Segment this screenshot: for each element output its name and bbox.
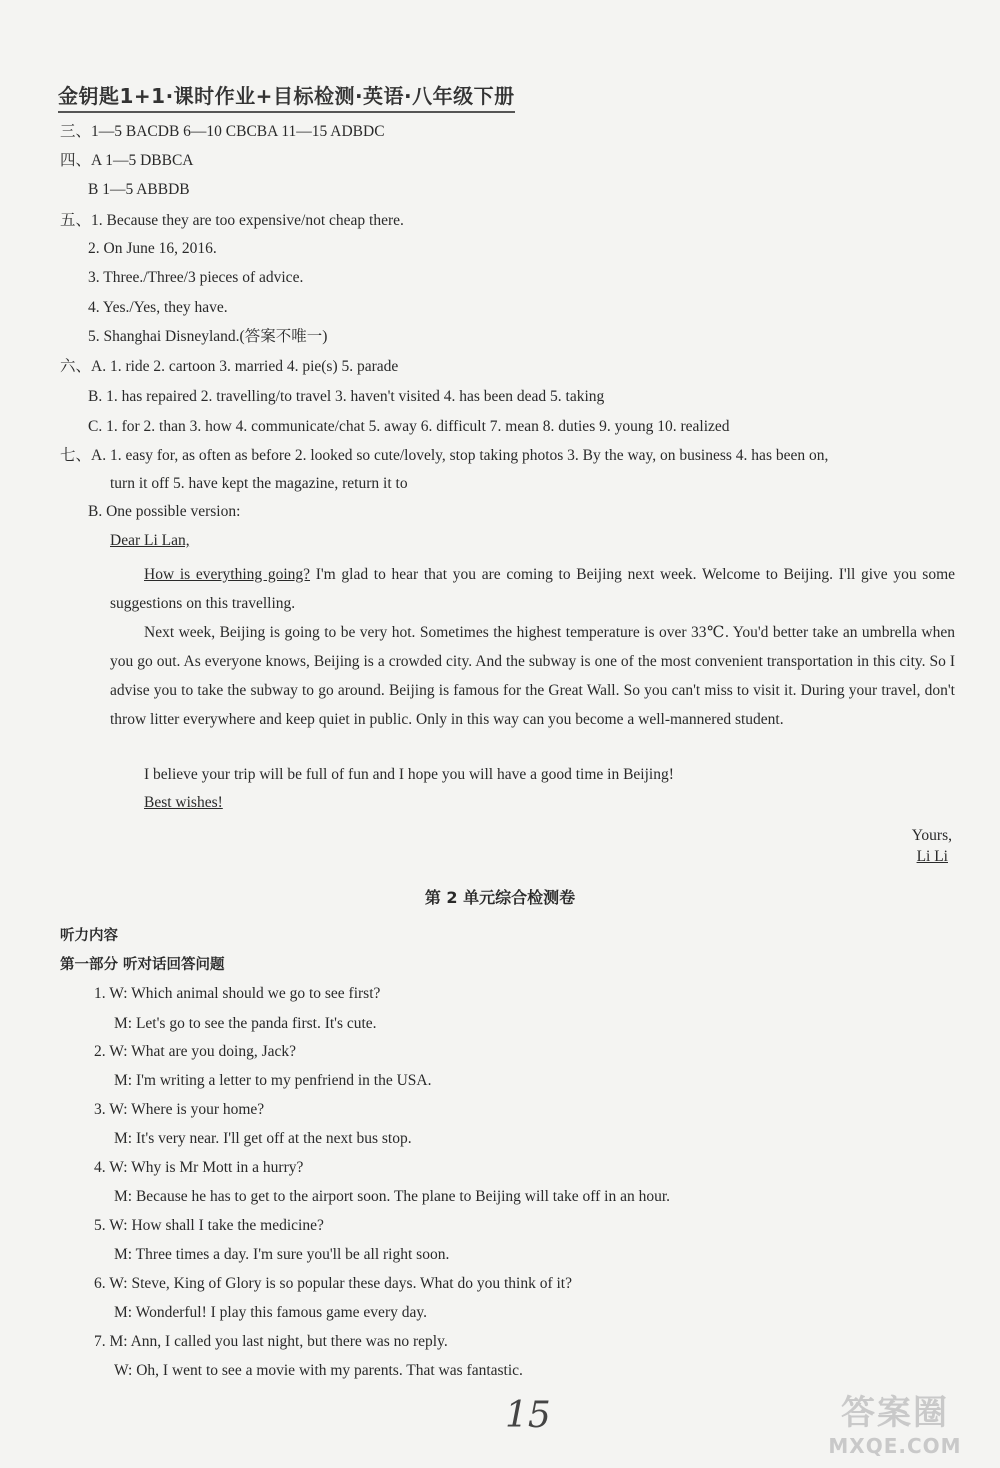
answer-section-6a: 六、A. 1. ride 2. cartoon 3. married 4. pie(s) 5. parade <box>60 358 399 375</box>
dialogue-2-q: 2. W: What are you doing, Jack? <box>94 1043 297 1060</box>
page-number: 15 <box>505 1395 551 1436</box>
dialogue-3-q: 3. W: Where is your home? <box>94 1101 265 1118</box>
letter-sign-name: Li Li <box>916 848 948 865</box>
answer-5-1: 五、1. Because they are too expensive/not cheap there. <box>60 212 404 229</box>
answer-section-4b: B 1—5 ABBDB <box>88 181 190 198</box>
dialogue-4-a: M: Because he has to get to the airport soon. The plane to Beijing will take off in an hour. <box>114 1188 671 1205</box>
unit2-title: 第 2 单元综合检测卷 <box>424 888 576 907</box>
listening-heading: 听力内容 <box>60 928 118 944</box>
dialogue-5-q: 5. W: How shall I take the medicine? <box>94 1217 324 1234</box>
watermark-main: 答案圈 <box>841 1393 949 1433</box>
dialogue-5-a: M: Three times a day. I'm sure you'll be all right soon. <box>114 1246 450 1263</box>
letter-closing: Best wishes! <box>144 794 223 811</box>
answer-section-6c: C. 1. for 2. than 3. how 4. communicate/chat 5. away 6. difficult 7. mean 8. duties 9. young 10. realized <box>88 418 730 435</box>
part1-heading: 第一部分 听对话回答问题 <box>60 957 225 973</box>
dialogue-6-q: 6. W: Steve, King of Glory is so popular these days. What do you think of it? <box>94 1275 572 1292</box>
letter-paragraph-1 <box>110 560 955 618</box>
answer-section-7a-line2: turn it off 5. have kept the magazine, return it to <box>110 475 408 492</box>
watermark-url: MXQE.COM <box>828 1434 962 1458</box>
letter-salutation: Dear Li Lan, <box>110 532 190 549</box>
answer-5-2: 2. On June 16, 2016. <box>88 240 217 257</box>
dialogue-4-q: 4. W: Why is Mr Mott in a hurry? <box>94 1159 304 1176</box>
dialogue-2-a: M: I'm writing a letter to my penfriend in the USA. <box>114 1072 432 1089</box>
dialogue-7-a: W: Oh, I went to see a movie with my parents. That was fantastic. <box>114 1362 523 1379</box>
answer-5-4: 4. Yes./Yes, they have. <box>88 299 228 316</box>
answer-section-4a: 四、A 1—5 DBBCA <box>60 152 194 169</box>
answer-section-3: 三、1—5 BACDB 6—10 CBCBA 11—15 ADBDC <box>60 123 385 140</box>
dialogue-3-a: M: It's very near. I'll get off at the next bus stop. <box>114 1130 412 1147</box>
letter-opening-question: How is everything going? <box>144 566 311 583</box>
dialogue-6-a: M: Wonderful! I play this famous game every day. <box>114 1304 427 1321</box>
letter-paragraph-3: I believe your trip will be full of fun and I hope you will have a good time in Beijing! <box>144 766 674 783</box>
letter-paragraph-2: Next week, Beijing is going to be very hot. Sometimes the highest temperature is over 33℃. You'd better take an umbrella when you go out. As everyone knows, Beijing is a crowded city. And the subway is one of the most convenient transportation in this city. So I advise you to take the subway to go around. Beijing is famous for the Great Wall. So you can't miss to visit it. During your travel, don't throw litter everywhere and keep quiet in public. Only in this way can you become a well-mannered student. <box>110 624 955 728</box>
letter-sign-yours: Yours, <box>911 827 952 844</box>
dialogue-1-q: 1. W: Which animal should we go to see first? <box>94 985 381 1002</box>
watermark-logo <box>800 1385 990 1465</box>
dialogue-1-a: M: Let's go to see the panda first. It's cute. <box>114 1015 377 1032</box>
answer-5-5: 5. Shanghai Disneyland.(答案不唯一) <box>88 328 328 345</box>
answer-section-6b: B. 1. has repaired 2. travelling/to travel 3. haven't visited 4. has been dead 5. taking <box>88 388 605 405</box>
dialogue-7-q: 7. M: Ann, I called you last night, but there was no reply. <box>94 1333 448 1350</box>
answer-5-3: 3. Three./Three/3 pieces of advice. <box>88 269 304 286</box>
running-header: 金钥匙1+1·课时作业+目标检测·英语·八年级下册 <box>58 80 515 113</box>
letter-paragraph-1-rest: I'm glad to hear that you are coming to Beijing next week. Welcome to Beijing. I'll give you some suggestions on this travelling. <box>110 566 956 612</box>
answer-section-7b: B. One possible version: <box>88 503 241 520</box>
answer-section-7a-line1: 七、A. 1. easy for, as often as before 2. looked so cute/lovely, stop taking photos 3. By the way, on business 4. has been on, <box>60 447 829 464</box>
